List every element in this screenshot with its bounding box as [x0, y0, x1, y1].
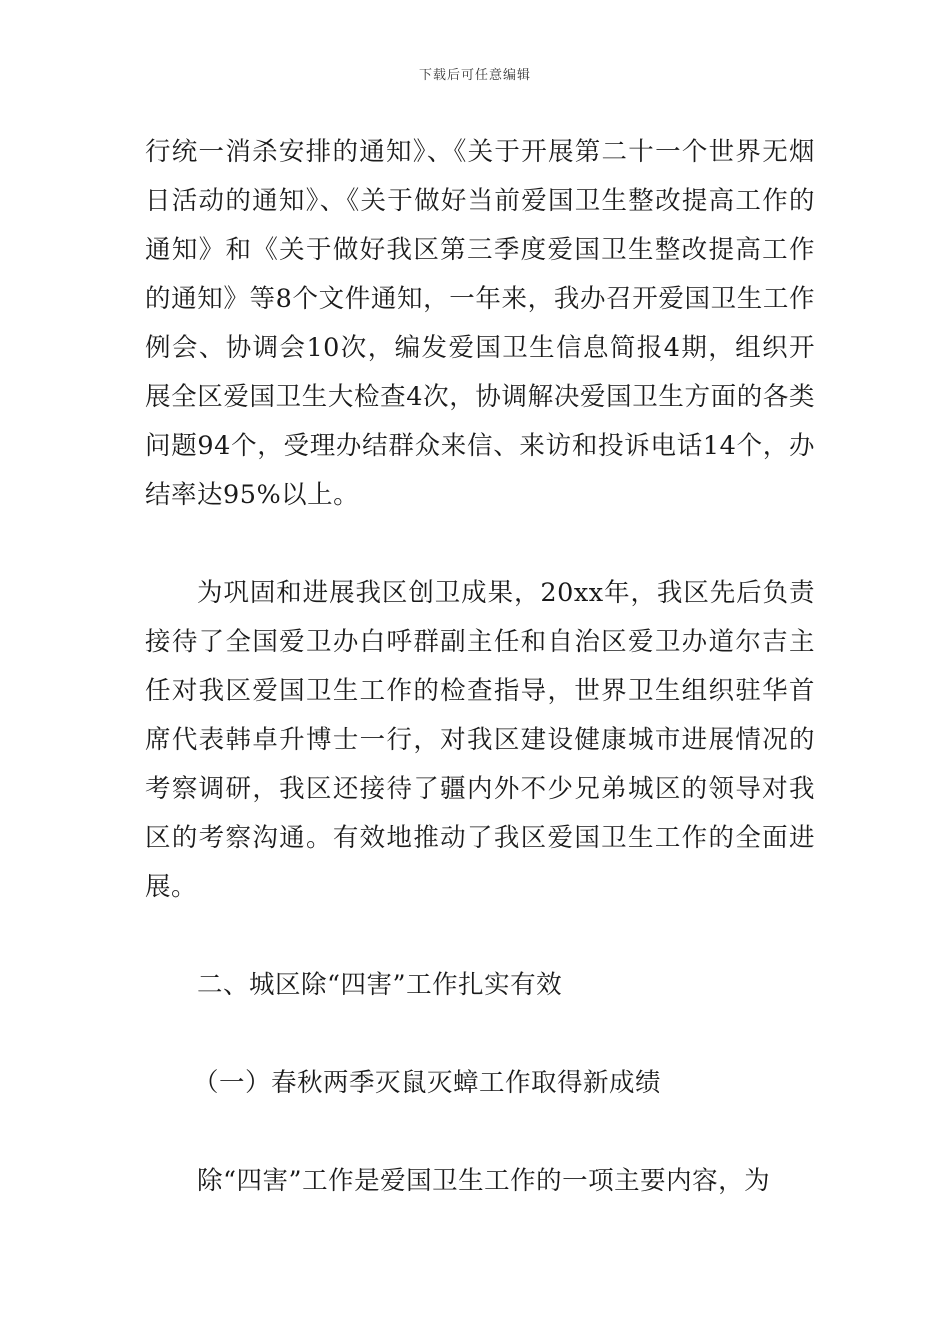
page-header: 下载后可任意编辑: [418, 68, 531, 83]
body-paragraph: 除“四害”工作是爱国卫生工作的一项主要内容，为: [197, 1166, 771, 1196]
document-body: [145, 128, 815, 1206]
section-heading: 二、城区除“四害”工作扎实有效: [197, 970, 563, 1000]
body-paragraph: 为巩固和进展我区创卫成果，20xx年，我区先后负责接待了全国爱卫办白呼群副主任和自治区爱卫办道尔吉主任对我区爱国卫生工作的检查指导，世界卫生组织驻华首席代表韩卓升博士一行，对我区建设健康城市进展情况的考察调研，我区还接待了疆内外不少兄弟城区的领导对我区的考察沟通。有效地推动了我区爱国卫生工作的全面进展。: [145, 578, 815, 902]
body-paragraph: 行统一消杀安排的通知》、《关于开展第二十一个世界无烟日活动的通知》、《关于做好当前爱国卫生整改提高工作的通知》和《关于做好我区第三季度爱国卫生整改提高工作的通知》等8个文件通知，一年来，我办召开爱国卫生工作例会、协调会10次，编发爱国卫生信息简报4期，组织开展全区爱国卫生大检查4次，协调解决爱国卫生方面的各类问题94个，受理办结群众来信、来访和投诉电话14个，办结率达95%以上。: [145, 137, 815, 510]
subsection-heading: （一）春秋两季灭鼠灭蟑工作取得新成绩: [193, 1068, 662, 1098]
